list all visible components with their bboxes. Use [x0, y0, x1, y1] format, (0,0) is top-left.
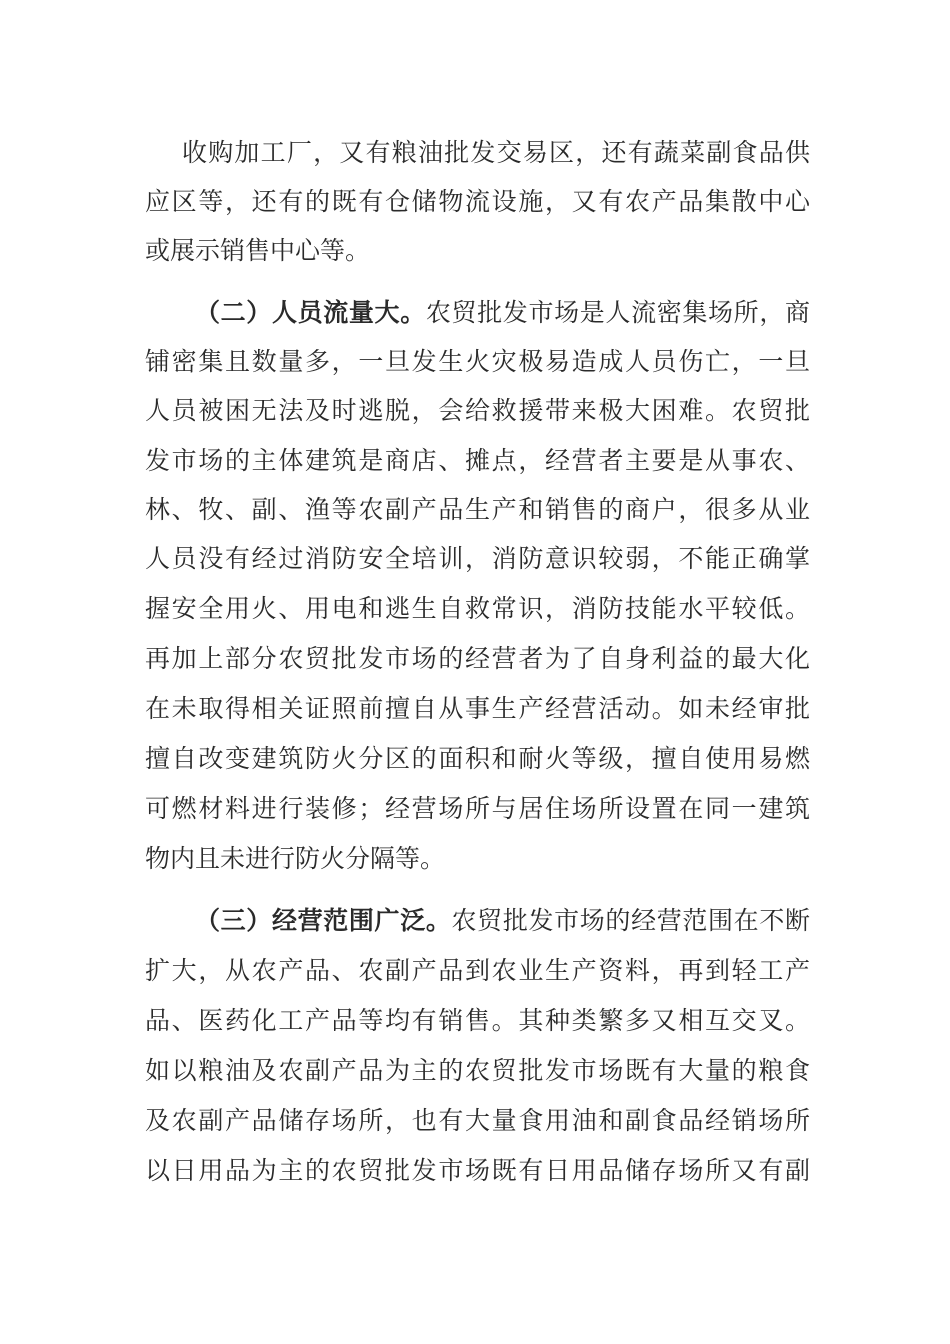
paragraph-line: 或展示销售中心等。: [145, 236, 371, 265]
paragraph-line: 品、医药化工产品等均有销售。其种类繁多又相互交叉。: [145, 1006, 810, 1035]
paragraph-line: 可燃材料进行装修；经营场所与居住场所设置在同一建筑: [145, 794, 810, 823]
paragraph-line: 发市场的主体建筑是商店、摊点，经营者主要是从事农、: [145, 446, 810, 475]
paragraph-line: 人员没有经过消防安全培训，消防意识较弱，不能正确掌: [145, 544, 810, 573]
paragraph-first-line: [195, 288, 810, 338]
paragraph-line: 握安全用火、用电和逃生自救常识，消防技能水平较低。: [145, 594, 810, 623]
paragraph-line: 以日用品为主的农贸批发市场既有日用品储存场所又有副: [145, 1156, 810, 1185]
paragraph-line: 如以粮油及农副产品为主的农贸批发市场既有大量的粮食: [145, 1056, 810, 1085]
paragraph-line: 擅自改变建筑防火分区的面积和耐火等级，擅自使用易燃: [145, 744, 810, 773]
paragraph-line: 在未取得相关证照前擅自从事生产经营活动。如未经审批: [145, 694, 810, 723]
paragraph-line: 林、牧、副、渔等农副产品生产和销售的商户，很多从业: [145, 495, 810, 524]
paragraph-line: 收购加工厂，又有粮油批发交易区，还有蔬菜副食品供: [182, 138, 810, 167]
paragraph-line: 再加上部分农贸批发市场的经营者为了自身利益的最大化: [145, 644, 810, 673]
section-heading: （二）人员流量大。: [195, 298, 426, 327]
paragraph-line: 扩大，从农产品、农副产品到农业生产资料，再到轻工产: [145, 956, 810, 985]
paragraph-line: 物内且未进行防火分隔等。: [145, 844, 446, 873]
section-heading: （三）经营范围广泛。: [195, 906, 452, 935]
paragraph-line: 及农副产品储存场所，也有大量食用油和副食品经销场所: [145, 1106, 810, 1135]
paragraph-line: 铺密集且数量多，一旦发生火灾极易造成人员伤亡，一旦: [145, 347, 810, 376]
paragraph-text: 农贸批发市场的经营范围在不断: [451, 906, 810, 935]
paragraph-first-line: [195, 896, 810, 946]
paragraph-line: 人员被困无法及时逃脱，会给救援带来极大困难。农贸批: [145, 396, 810, 425]
paragraph-line: 应区等，还有的既有仓储物流设施，又有农产品集散中心: [145, 187, 810, 216]
paragraph-text: 农贸批发市场是人流密集场所，商: [425, 298, 810, 327]
